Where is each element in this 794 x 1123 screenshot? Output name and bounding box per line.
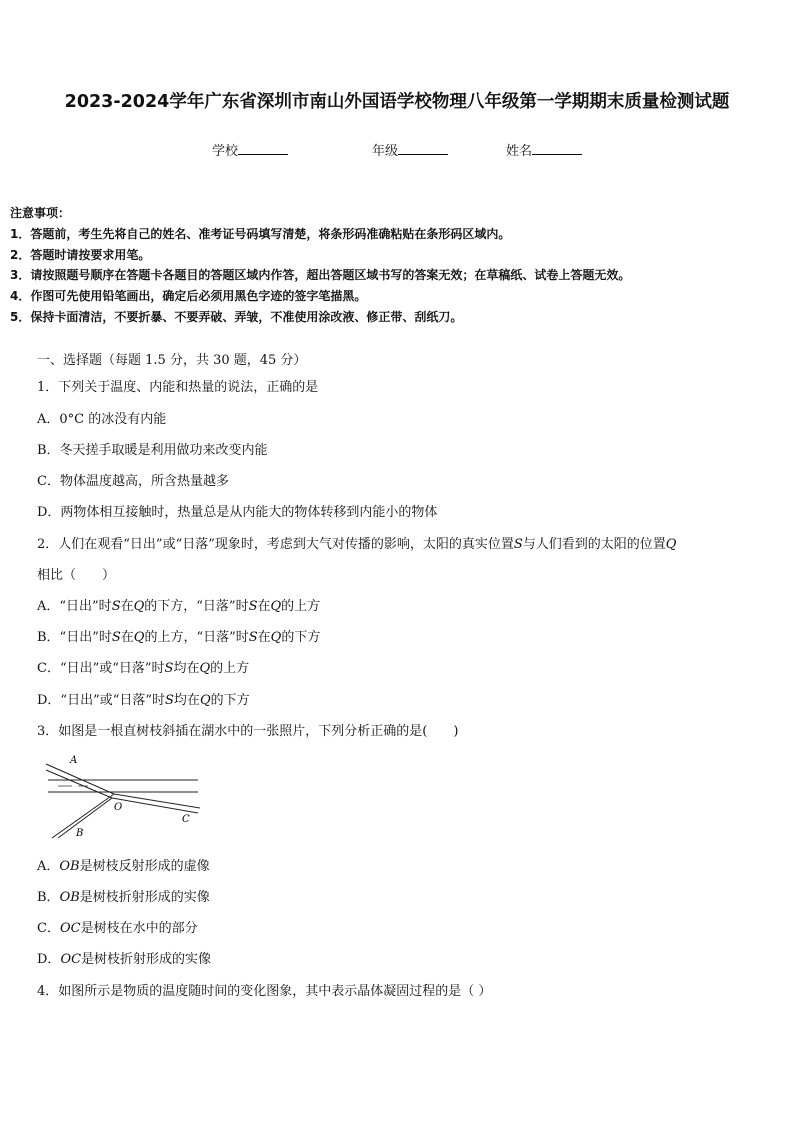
option-text: 的上方 — [210, 661, 250, 676]
var-s: S — [248, 599, 258, 614]
branch-above-water — [46, 770, 112, 798]
label-b: B — [76, 828, 84, 839]
var-segment: OB — [59, 859, 80, 874]
option-text: 的上方 — [281, 599, 321, 614]
var-s: S — [111, 630, 121, 645]
option-text: 的上方，“日落”时 — [144, 630, 249, 645]
section-title: 一、选择题（每题 1.5 分，共 30 题，45 分） — [37, 353, 307, 368]
label-o: O — [114, 802, 123, 813]
option-text: 在 — [257, 630, 271, 645]
var-q: Q — [270, 630, 282, 645]
question-2-stem — [37, 533, 676, 552]
question-2-option-d — [37, 689, 250, 708]
var-q: Q — [199, 661, 211, 676]
question-1-option-d: D．两物体相互接触时，热量总是从内能大的物体转移到内能小的物体 — [37, 505, 438, 520]
option-text: B．“日出”时 — [37, 630, 112, 645]
branch-in-water-figure — [40, 750, 205, 842]
var-segment: OB — [59, 890, 80, 905]
question-3-option-a — [37, 855, 210, 874]
option-text: 的下方 — [210, 693, 250, 708]
option-text: D．“日出”或“日落”时 — [37, 693, 166, 708]
question-2-stem-line2: 相比（ ） — [37, 568, 116, 583]
question-1-option-a: A．0°C 的冰没有内能 — [37, 412, 167, 427]
note-item: 2．答题时请按要求用笔。 — [10, 248, 151, 262]
question-3-option-d — [37, 948, 211, 967]
question-3-stem: 3．如图是一根直树枝斜插在湖水中的一张照片，下列分析正确的是( ) — [37, 724, 459, 739]
question-3-option-b — [37, 886, 210, 905]
label-c: C — [182, 814, 190, 825]
school-field — [212, 140, 288, 159]
option-letter: C． — [37, 921, 60, 936]
school-label: 学校 — [212, 144, 239, 159]
page-title: 2023-2024学年广东省深圳市南山外国语学校物理八年级第一学期期末质量检测试题 — [64, 92, 730, 112]
var-s: S — [248, 630, 258, 645]
option-text: 的下方 — [281, 630, 321, 645]
grade-blank — [398, 141, 448, 155]
name-field — [506, 140, 582, 159]
option-letter: B． — [37, 890, 60, 905]
grade-label: 年级 — [372, 144, 399, 159]
notes-title: 注意事项： — [10, 206, 71, 220]
var-q: Q — [665, 537, 677, 552]
question-2-option-b — [37, 626, 320, 645]
note-item: 5．保持卡面清洁，不要折暴、不要弄破、弄皱，不准使用涂改液、修正带、刮纸刀。 — [10, 310, 463, 324]
option-text: 在 — [257, 599, 271, 614]
question-1-stem: 1．下列关于温度、内能和热量的说法，正确的是 — [37, 380, 319, 395]
note-item: 4．作图可先使用铅笔画出，确定后必须用黑色字迹的签字笔描黑。 — [10, 289, 367, 303]
grade-field — [372, 140, 448, 159]
option-text: 的下方，“日落”时 — [144, 599, 249, 614]
var-q: Q — [133, 599, 145, 614]
option-text: 是树枝在水中的部分 — [80, 921, 198, 936]
option-text: 均在 — [173, 661, 200, 676]
var-s: S — [164, 661, 174, 676]
school-blank — [238, 141, 288, 155]
var-s: S — [165, 693, 174, 708]
option-text: 是树枝折射形成的实像 — [79, 890, 210, 905]
branch-above-water — [46, 764, 114, 794]
option-text: 在 — [120, 599, 134, 614]
question-1-option-c: C．物体温度越高，所含热量越多 — [37, 474, 229, 489]
note-item: 1．答题前，考生先将自己的姓名、准考证号码填写清楚，将条形码准确粘贴在条形码区域内。 — [10, 227, 511, 241]
note-item: 3．请按照题号顺序在答题卡各题目的答题区域内作答，超出答题区域书写的答案无效；在草稿纸、试卷上答题无效。 — [10, 268, 631, 282]
question-2-option-a — [37, 595, 320, 614]
question-3-option-c — [37, 917, 198, 936]
var-q: Q — [270, 599, 282, 614]
var-s: S — [513, 537, 523, 552]
var-segment: OC — [60, 952, 82, 967]
option-text: 均在 — [173, 693, 200, 708]
question-4-stem: 4．如图所示是物质的温度随时间的变化图象，其中表示晶体凝固过程的是（ ） — [37, 984, 492, 999]
question-2-option-c — [37, 657, 249, 676]
branch-reflected-image — [58, 798, 112, 838]
question-1-option-b: B．冬天搓手取暖是利用做功来改变内能 — [37, 443, 268, 458]
option-text: 在 — [120, 630, 134, 645]
var-segment: OC — [59, 921, 81, 936]
option-text: 是树枝反射形成的虚像 — [79, 859, 210, 874]
option-letter: A． — [37, 859, 60, 874]
var-q: Q — [199, 693, 211, 708]
question-2-stem-part: 与人们看到的太阳的位置 — [522, 537, 666, 552]
label-a: A — [70, 755, 78, 766]
name-label: 姓名 — [506, 144, 533, 159]
option-text: 是树枝折射形成的实像 — [81, 952, 212, 967]
var-q: Q — [133, 630, 145, 645]
question-2-stem-part: 2．人们在观看“日出”或“日落”现象时，考虑到大气对传播的影响，太阳的真实位置 — [37, 537, 514, 552]
option-text: C．“日出”或“日落”时 — [37, 661, 165, 676]
option-text: A．“日出”时 — [37, 599, 112, 614]
option-letter: D． — [37, 952, 61, 967]
name-blank — [532, 141, 582, 155]
var-s: S — [111, 599, 121, 614]
